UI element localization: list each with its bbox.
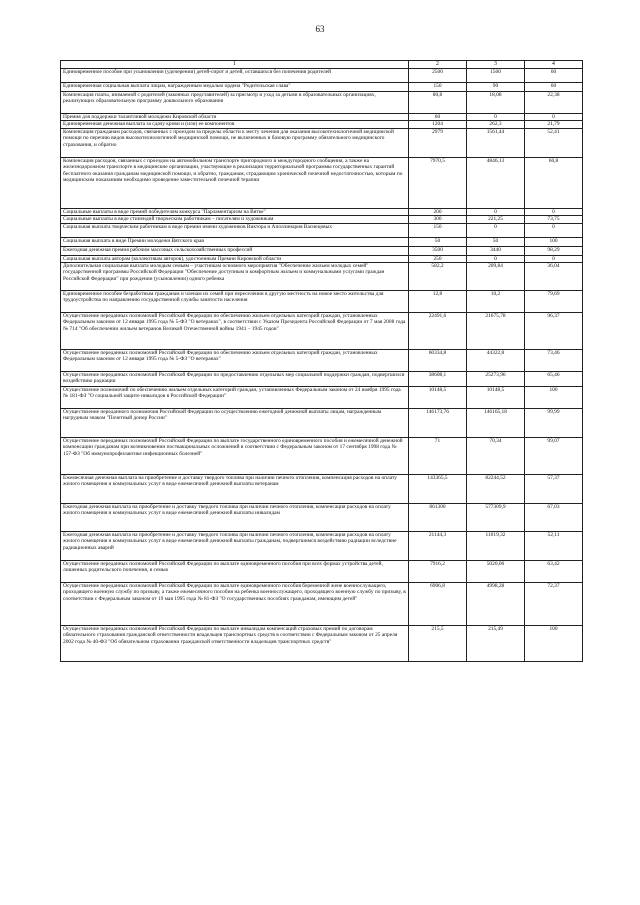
row-value-plan: 21144,3	[409, 531, 467, 560]
row-description: Осуществление переданных полномочий Российской Федерации по выплате инвалидам компенсаций страховых премий по договорам обязательного страхования гражданской ответственности владельцев транспортных средств в соответствии с Федеральным законом от 25 апреля 2002 года № 40-ФЗ "Об обязательном страховании гражданской ответственности владельцев транспортных средств"	[61, 625, 409, 661]
row-description: Осуществление переданных полномочий Российской Федерации по предоставлению отдельных мер социальной поддержки граждан, подвергшихся воздействию радиации	[61, 371, 409, 386]
row-value-actual: 0	[467, 255, 525, 262]
table-header-row	[61, 61, 583, 69]
column-header: 3	[467, 61, 525, 69]
row-value-actual: 70,34	[467, 437, 525, 474]
row-value-percent: 72,37	[525, 582, 583, 625]
row-value-actual: 146165,18	[467, 408, 525, 437]
row-value-plan: 10148,5	[409, 386, 467, 408]
row-value-percent: 22,38	[525, 92, 583, 114]
row-value-plan: 3500	[409, 246, 467, 255]
table-row	[61, 349, 583, 371]
row-description: Ежегодная денежная выплата на приобретение и доставку твердого топлива при наличии печного отопления, компенсация расходов на оплату жилого помещения и коммунальных услуг в виде ежемесячной денежной выплаты инвалидам	[61, 503, 409, 531]
row-value-plan: 7970,5	[409, 157, 467, 208]
row-description: Единовременная денежная выплата за сдачу крови и (или) ее компонентов	[61, 121, 409, 128]
row-description: Единовременная социальная выплата лицам, награжденным медалью ордена "Родительская слава"	[61, 83, 409, 92]
table-row	[61, 157, 583, 208]
row-description: Осуществление переданных полномочий Российской Федерации по выплате единовременного пособия при всех формах устройства детей, лишенных родительского попечения, в семью	[61, 560, 409, 582]
row-value-percent: 79,69	[525, 290, 583, 312]
table-row	[61, 582, 583, 625]
row-value-actual: 0	[467, 223, 525, 237]
row-value-actual: 21675,78	[467, 312, 525, 349]
row-value-actual: 4846,13	[467, 157, 525, 208]
row-value-percent: 100	[525, 625, 583, 661]
row-value-percent: 98,29	[525, 246, 583, 255]
page-number: 63	[315, 24, 325, 34]
row-value-percent: 0	[525, 114, 583, 121]
row-value-actual: 1500	[467, 69, 525, 83]
row-value-percent: 60	[525, 83, 583, 92]
row-value-actual: 215,49	[467, 625, 525, 661]
row-value-percent: 99,99	[525, 408, 583, 437]
row-description: Осуществление переданных полномочий Российской Федерации по выплате единовременного пособия беременной жене военнослужащего, проходящего военную службу по призыву, а также ежемесячного пособия на ребенка военнослужащего, проходящего военную службу по призыву, в соответствии с Федеральным законом от 19 мая 1995 года № 81-ФЗ "О государственных пособиях гражданам, имеющим детей"	[61, 582, 409, 625]
row-value-actual: 4998,28	[467, 582, 525, 625]
row-value-plan: 143365,5	[409, 474, 467, 503]
row-value-actual: 5020,06	[467, 560, 525, 582]
row-value-percent: 60,8	[525, 157, 583, 208]
row-description: Премия для поддержки талантливой молодежи Кировской области	[61, 114, 409, 121]
row-value-percent: 100	[525, 237, 583, 246]
table-row	[61, 128, 583, 157]
row-value-percent: 36,04	[525, 262, 583, 290]
table-row	[61, 92, 583, 114]
row-value-plan: 215,5	[409, 625, 467, 661]
table-row	[61, 121, 583, 128]
row-value-plan: 150	[409, 223, 467, 237]
table-row	[61, 474, 583, 503]
table-row	[61, 625, 583, 661]
row-value-actual: 209,84	[467, 262, 525, 290]
row-value-percent: 73,46	[525, 349, 583, 371]
table-row	[61, 560, 583, 582]
row-value-percent: 73,75	[525, 216, 583, 223]
row-value-plan: 582,2	[409, 262, 467, 290]
row-value-actual: 10,2	[467, 290, 525, 312]
table-row	[61, 386, 583, 408]
row-value-actual: 11019,32	[467, 531, 525, 560]
row-value-plan: 2979	[409, 128, 467, 157]
row-value-percent: 57,37	[525, 474, 583, 503]
table-row	[61, 83, 583, 92]
row-value-plan: 50	[409, 237, 467, 246]
row-value-actual: 50	[467, 237, 525, 246]
row-value-actual: 3440	[467, 246, 525, 255]
column-header: 2	[409, 61, 467, 69]
table-row	[61, 69, 583, 83]
row-value-plan: 22491,6	[409, 312, 467, 349]
row-value-actual: 25273,96	[467, 371, 525, 386]
table-row	[61, 312, 583, 349]
row-value-plan: 200	[409, 208, 467, 215]
row-value-plan: 250	[409, 255, 467, 262]
row-value-plan: 7916,2	[409, 560, 467, 582]
row-value-plan: 6906,8	[409, 582, 467, 625]
row-value-plan: 38608,1	[409, 371, 467, 386]
row-value-plan: 150	[409, 83, 467, 92]
row-value-actual: 44322,8	[467, 349, 525, 371]
row-description: Дополнительная социальная выплата молодым семьям – участникам основного мероприятия "Обеспечение жильем молодых семей" государственной программы Российской Федерации "Обеспечение доступным и комфортным жильем и коммунальными услугами граждан Российской Федерации" при рождении (усыновлении) одного ребенка	[61, 262, 409, 290]
row-value-plan: 861300	[409, 503, 467, 531]
row-value-plan: 71	[409, 437, 467, 474]
table-row	[61, 437, 583, 474]
row-description: Единовременное пособие безработным гражданам и членам их семей при переселении в другую местность на новое место жительства для трудоустройства по направлению государственной службы занятости населения	[61, 290, 409, 312]
table-row	[61, 371, 583, 386]
row-description: Социальные выплаты в виде премий победителям конкурса "Парламентаризм на Вятке"	[61, 208, 409, 215]
row-description: Компенсация расходов, связанных с проездом на автомобильном транспорте пригородного и междугородного сообщения, а также на железнодорожном транспорте в медицинские организации, участвующие в реализации территориальной программы государственных гарантий бесплатного оказания гражданам медицинской помощи, и обратно, гражданам, страдающим хронической почечной недостаточностью, которым по медицинским показаниям необходимо проведение заместительной почечной терапии	[61, 157, 409, 208]
table-row	[61, 223, 583, 237]
row-value-percent: 0	[525, 255, 583, 262]
row-value-plan: 146173,76	[409, 408, 467, 437]
row-value-actual: 221,25	[467, 216, 525, 223]
table-row	[61, 290, 583, 312]
table-row	[61, 531, 583, 560]
row-value-percent: 99,07	[525, 437, 583, 474]
table-row	[61, 408, 583, 437]
row-value-actual: 262,3	[467, 121, 525, 128]
row-value-plan: 300	[409, 216, 467, 223]
column-header: 4	[525, 61, 583, 69]
row-description: Осуществление переданного полномочия Российской Федерации по осуществлению ежегодной денежной выплаты лицам, награжденным нагрудным знаком "Почетный донор России"	[61, 408, 409, 437]
row-value-actual: 0	[467, 114, 525, 121]
budget-table	[60, 60, 583, 662]
table-row	[61, 237, 583, 246]
row-description: Социальная выплата творческим работникам в виде премии имени художников Виктора и Аполлинария Васнецовых	[61, 223, 409, 237]
row-value-percent: 63,42	[525, 560, 583, 582]
row-value-actual: 18,08	[467, 92, 525, 114]
row-value-plan: 2500	[409, 69, 467, 83]
row-description: Социальная выплата в виде Премии молодежи Вятского края	[61, 237, 409, 246]
row-description: Осуществление переданных полномочий Российской Федерации по обеспечению жильем отдельных категорий граждан, установленных Федеральным законом от 12 января 1995 года № 5-ФЗ "О ветеранах"	[61, 349, 409, 371]
row-value-percent: 65,46	[525, 371, 583, 386]
row-description: Ежегодная денежная выплата на приобретение и доставку твердого топлива при наличии печного отопления, компенсация расходов на оплату жилого помещения и коммунальных услуг в виде ежемесячной денежной выплаты гражданам, подвергшимся воздействию радиации вследствие радиационных аварий	[61, 531, 409, 560]
row-value-actual: 90	[467, 83, 525, 92]
table-row	[61, 255, 583, 262]
table-row	[61, 114, 583, 121]
row-value-actual: 10148,5	[467, 386, 525, 408]
row-value-percent: 21,79	[525, 121, 583, 128]
row-value-percent: 67,03	[525, 503, 583, 531]
column-header: 1	[61, 61, 409, 69]
row-value-percent: 52,41	[525, 128, 583, 157]
row-description: Социальные выплаты в виде стипендий творческим работникам – писателям и художникам	[61, 216, 409, 223]
row-value-plan: 60334,8	[409, 349, 467, 371]
row-value-percent: 60	[525, 69, 583, 83]
table-row	[61, 208, 583, 215]
row-value-percent: 0	[525, 223, 583, 237]
row-value-percent: 96,37	[525, 312, 583, 349]
row-value-plan: 80,8	[409, 92, 467, 114]
row-description: Компенсация гражданам расходов, связанных с проездом за пределы области к месту лечения для оказания высокотехнологичной медицинской помощи по перечню видов высокотехнологичной медицинской помощи, не включенных в базовую программу обязательного медицинского страхования, и обратно	[61, 128, 409, 157]
row-description: Компенсация платы, взимаемой с родителей (законных представителей) за присмотр и уход за детьми в образовательных организациях, реализующих образовательную программу дошкольного образования	[61, 92, 409, 114]
row-description: Единовременное пособие при усыновлении (удочерении) детей-сирот и детей, оставшихся без попечения родителей	[61, 69, 409, 83]
table-row	[61, 262, 583, 290]
row-value-percent: 100	[525, 386, 583, 408]
table-row	[61, 216, 583, 223]
row-description: Социальная выплата авторам (коллективам авторов), удостоенным Премии Кировской области	[61, 255, 409, 262]
row-value-plan: 12,8	[409, 290, 467, 312]
row-value-actual: 1561,44	[467, 128, 525, 157]
row-description: Ежегодная денежная премия рабочим массовых сельскохозяйственных профессий	[61, 246, 409, 255]
row-description: Осуществление переданных полномочий Российской Федерации по обеспечению жильем отдельных категорий граждан, установленных Федеральным законом от 12 января 1995 года № 5-ФЗ "О ветеранах", в соответствии с Указом Президента Российской Федерации от 7 мая 2008 года № 714 "Об обеспечении жильем ветеранов Великой Отечественной войны 1941 – 1945 годов"	[61, 312, 409, 349]
row-description: Осуществление переданных полномочий Российской Федерации по выплате государственного единовременного пособия и ежемесячной денежной компенсации гражданам при возникновении поствакцинальных осложнений в соответствии с Федеральным законом от 17 сентября 1998 года № 157-ФЗ "Об иммунопрофилактике инфекционных болезней"	[61, 437, 409, 474]
row-value-percent: 52,11	[525, 531, 583, 560]
row-value-plan: 60	[409, 114, 467, 121]
row-value-percent: 0	[525, 208, 583, 215]
row-description: Ежемесячная денежная выплата на приобретение и доставку твердого топлива при наличии печного отопления, компенсация расходов на оплату жилого помещения и коммунальных услуг в виде ежемесячной денежной выплаты ветеранам	[61, 474, 409, 503]
row-value-actual: 82244,52	[467, 474, 525, 503]
row-value-actual: 0	[467, 208, 525, 215]
row-value-plan: 1204	[409, 121, 467, 128]
table-row	[61, 503, 583, 531]
row-description: Осуществление полномочий по обеспечению жильем отдельных категорий граждан, установленных Федеральным законом от 24 ноября 1995 года № 181-ФЗ "О социальной защите инвалидов в Российской Федерации"	[61, 386, 409, 408]
row-value-actual: 577309,9	[467, 503, 525, 531]
table-row	[61, 246, 583, 255]
